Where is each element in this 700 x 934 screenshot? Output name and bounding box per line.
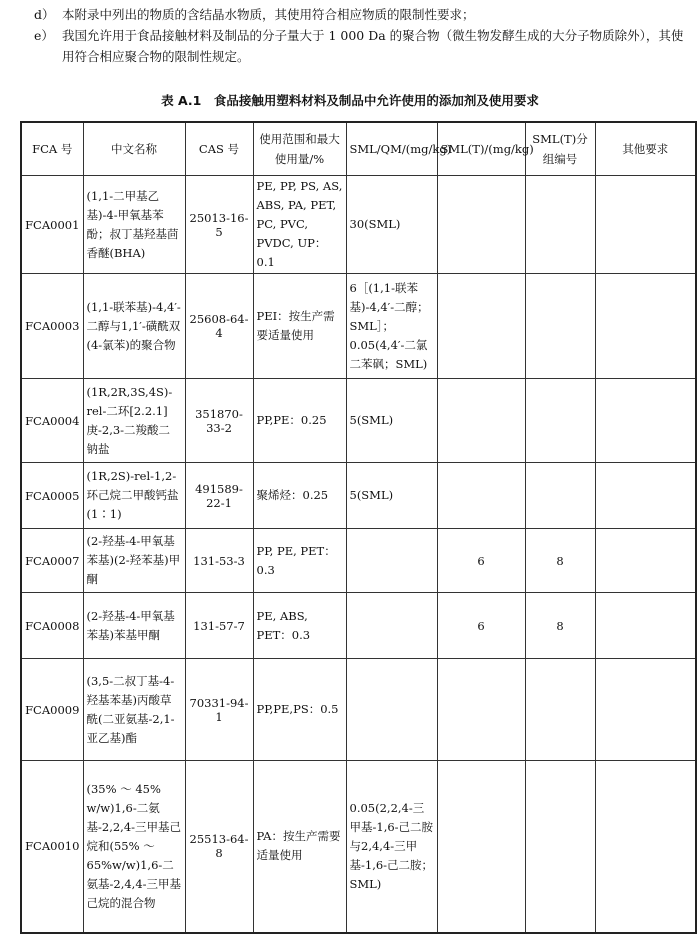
table-row xyxy=(21,659,696,761)
sml-cell xyxy=(346,529,437,593)
smlt-cell xyxy=(437,463,525,529)
sml-cell: 6［(1,1-联苯基)-4,4′-二醇；SML］；0.05(4,4′-二氯二苯砜；SML) xyxy=(346,274,437,379)
smlt-cell: 6 xyxy=(437,593,525,659)
fca-cell: FCA0003 xyxy=(21,274,83,379)
header-smlt: SML(T)/(mg/kg) xyxy=(437,122,525,176)
sml-cell: 5(SML) xyxy=(346,379,437,463)
usage-cell: 聚烯烃：0.25 xyxy=(253,463,346,529)
smlt-cell xyxy=(437,274,525,379)
sml-cell: 30(SML) xyxy=(346,176,437,274)
table-row xyxy=(21,593,696,659)
usage-cell: PEI：按生产需要适量使用 xyxy=(253,274,346,379)
group-cell xyxy=(525,274,595,379)
cas-cell: 25608-64-4 xyxy=(185,274,253,379)
cas-cell: 131-57-7 xyxy=(185,593,253,659)
name-cell: (2-羟基-4-甲氧基苯基)(2-羟苯基)甲酮 xyxy=(83,529,185,593)
note-text: 我国允许用于食品接触材料及制品的分子量大于 1 000 Da 的聚合物（微生物发酵生成的大分子物质除外），其使用符合相应聚合物的限制性规定。 xyxy=(62,28,684,64)
header-group: SML(T)分组编号 xyxy=(525,122,595,176)
group-cell: 8 xyxy=(525,529,595,593)
additives-table xyxy=(20,121,697,934)
group-cell xyxy=(525,659,595,761)
fca-cell: FCA0001 xyxy=(21,176,83,274)
note-e xyxy=(34,25,694,67)
header-fca: FCA 号 xyxy=(21,122,83,176)
fca-cell: FCA0008 xyxy=(21,593,83,659)
fca-cell: FCA0005 xyxy=(21,463,83,529)
header-name: 中文名称 xyxy=(83,122,185,176)
usage-cell: PA：按生产需要适量使用 xyxy=(253,761,346,933)
note-d xyxy=(34,4,694,25)
other-cell xyxy=(595,761,696,933)
fca-cell: FCA0009 xyxy=(21,659,83,761)
smlt-cell xyxy=(437,659,525,761)
cas-cell: 25513-64-8 xyxy=(185,761,253,933)
name-cell: (1,1-联苯基)-4,4′-二醇与1,1′-磺酰双(4-氯苯)的聚合物 xyxy=(83,274,185,379)
usage-cell: PE, ABS, PET：0.3 xyxy=(253,593,346,659)
smlt-cell xyxy=(437,761,525,933)
other-cell xyxy=(595,593,696,659)
name-cell: (2-羟基-4-甲氧基苯基)苯基甲酮 xyxy=(83,593,185,659)
name-cell: (3,5-二叔丁基-4-羟基苯基)丙酸草酰(二亚氨基-2,1-亚乙基)酯 xyxy=(83,659,185,761)
other-cell xyxy=(595,529,696,593)
name-cell: (1R,2S)-rel-1,2-环己烷二甲酸钙盐(1∶1) xyxy=(83,463,185,529)
other-cell xyxy=(595,274,696,379)
header-sml: SML/QM/(mg/kg) xyxy=(346,122,437,176)
header-usage: 使用范围和最大使用量/% xyxy=(253,122,346,176)
other-cell xyxy=(595,659,696,761)
header-other: 其他要求 xyxy=(595,122,696,176)
group-cell xyxy=(525,761,595,933)
cas-cell: 25013-16-5 xyxy=(185,176,253,274)
table-row xyxy=(21,379,696,463)
fca-cell: FCA0007 xyxy=(21,529,83,593)
header-row xyxy=(21,122,696,176)
table-caption: 表 A.1 食品接触用塑料材料及制品中允许使用的添加剂及使用要求 xyxy=(161,93,539,108)
appendix-notes xyxy=(34,4,694,67)
cas-cell: 491589-22-1 xyxy=(185,463,253,529)
smlt-cell xyxy=(437,176,525,274)
table-row xyxy=(21,529,696,593)
table-row xyxy=(21,463,696,529)
fca-cell: FCA0004 xyxy=(21,379,83,463)
sml-cell xyxy=(346,659,437,761)
name-cell: (35% ～ 45% w/w)1,6-二氨基-2,2,4-三甲基己烷和(55% ～65%w/w)1,6-二氨基-2,4,4-三甲基己烷的混合物 xyxy=(83,761,185,933)
other-cell xyxy=(595,463,696,529)
other-cell xyxy=(595,176,696,274)
note-marker: d） xyxy=(34,7,55,22)
usage-cell: PP,PE,PS：0.5 xyxy=(253,659,346,761)
table-row xyxy=(21,176,696,274)
cas-cell: 70331-94-1 xyxy=(185,659,253,761)
table-row xyxy=(21,274,696,379)
smlt-cell xyxy=(437,379,525,463)
usage-cell: PP, PE, PET：0.3 xyxy=(253,529,346,593)
header-cas: CAS 号 xyxy=(185,122,253,176)
sml-cell: 5(SML) xyxy=(346,463,437,529)
fca-cell: FCA0010 xyxy=(21,761,83,933)
name-cell: (1,1-二甲基乙基)-4-甲氧基苯酚；叔丁基羟基茴香醚(BHA) xyxy=(83,176,185,274)
cas-cell: 131-53-3 xyxy=(185,529,253,593)
smlt-cell: 6 xyxy=(437,529,525,593)
name-cell: (1R,2R,3S,4S)-rel-二环[2.2.1]庚-2,3-二羧酸二钠盐 xyxy=(83,379,185,463)
group-cell: 8 xyxy=(525,593,595,659)
group-cell xyxy=(525,176,595,274)
group-cell xyxy=(525,463,595,529)
usage-cell: PE, PP, PS, AS, ABS, PA, PET, PC, PVC, PVDC, UP：0.1 xyxy=(253,176,346,274)
table-row xyxy=(21,761,696,933)
other-cell xyxy=(595,379,696,463)
sml-cell: 0.05(2,2,4-三甲基-1,6-己二胺与2,4,4-三甲基-1,6-己二胺；SML) xyxy=(346,761,437,933)
usage-cell: PP,PE：0.25 xyxy=(253,379,346,463)
note-text: 本附录中列出的物质的含结晶水物质，其使用符合相应物质的限制性要求； xyxy=(62,7,475,22)
note-marker: e） xyxy=(34,28,54,43)
cas-cell: 351870-33-2 xyxy=(185,379,253,463)
sml-cell xyxy=(346,593,437,659)
group-cell xyxy=(525,379,595,463)
